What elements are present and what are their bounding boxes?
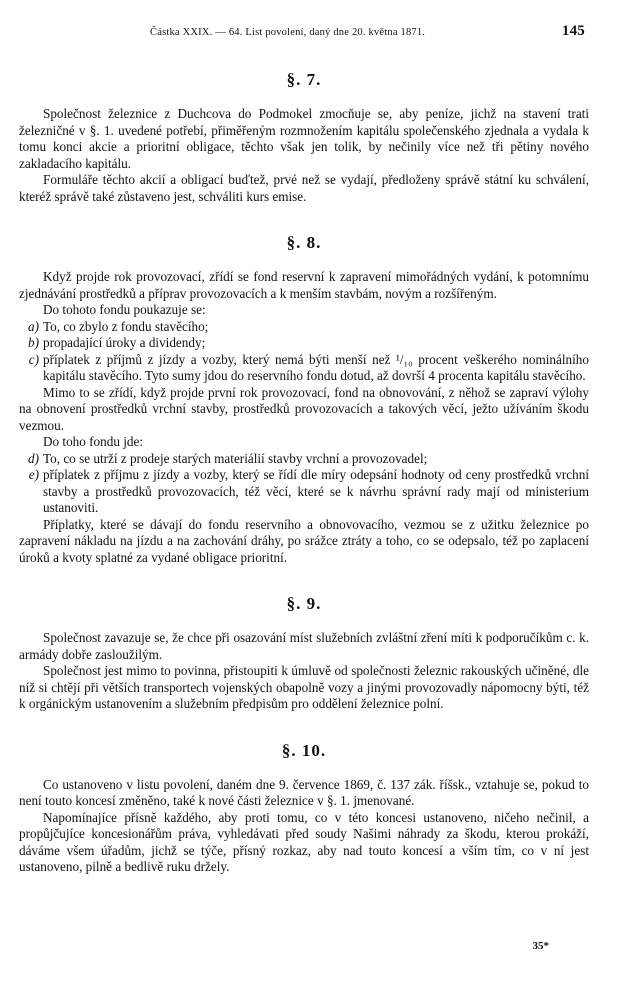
list-item [19,352,589,385]
paragraph: Společnost zavazuje se, že chce při osazování míst služebních zvláštní zření míti k podporučíkům c. k. armády dobře zasloužilým. [19,630,589,662]
signature-mark: 35* [532,940,549,952]
paragraph: Formuláře těchto akcií a obligací buďtež, prvé než se vydají, předloženy správě státní ku schválení, kteréž správě také zůstaveno jest, schváliti kurs emise. [19,172,589,204]
paragraph: Mimo to se zřídí, když projde první rok provozovací, fond na obnovování, z něhož se zapraví výlohy na obnovení prostředků vrchní stavby, prostředků provozovacích a takových věcí, ježto užíváním škodu vezmou. [19,384,589,433]
paragraph: Do toho fondu jde: [43,434,143,449]
list-marker: c) [28,351,39,367]
paragraph: Napomínajíce přísně každého, aby proti tomu, co v této koncesi ustanoveno, ničeho nečinil, a propůjčujíce koncesionářům práva, vyhledávati před soudy Našimi náhrady za škodu, kterou prokáží, dáváme všem úřadům, jichž se týče, přísný rozkaz, aby nad touto koncesí a vším tím, co v ní jest ustanoveno, pilně a bedlivě ruku držely. [19,809,589,874]
page-header [19,22,589,46]
list-item [19,335,589,352]
paragraph: Společnost jest mimo to povinna, přistoupiti k úmluvě od společnosti železnic rakouských učiněné, dle níž si chtějí při větších transportech vojenských obapolně vozy a jinými provozovadly nápomocny býti, též k orgánickým ustanovením a služebním předpisům pro oddělení železnice polní. [19,663,589,711]
list-item [19,467,589,517]
list-item [19,319,589,336]
list-item-text: příplatek z příjmu z jízdy a vozby, který se řídí dle míry odepsání hodnoty od ceny prostředků vrchní stavby a prostředků provozovacích, též věcí, které se k návrhu správní rady mají od ministerium ustanoviti. [43,467,589,515]
paragraph: Příplatky, které se dávají do fondu reservního a obnovovacího, vezmou se z užitku železnice po zapravení nákladu na jízdu a na zachování dráhy, po srážce ztráty a toho, co se odepsalo, též po zaplacení úroků a kvoty splatné za vydané obligace prioritní. [19,516,589,565]
list-marker: e) [28,467,39,482]
section-title-10: §. 10. [281,740,327,760]
list-marker: a) [28,318,39,334]
paragraph: Společnost železnice z Duchcova do Podmokel zmocňuje se, aby peníze, jichž na stavení trati železničné v §. 1. uvedené potřebí, přiměřeným rozmnožením kapitálu společenského zjednala a vydala k tomu konci akcie a prioritní obligace, těchto však jen tolik, by nečinily více než tři pětiny nového zakladacího kapitálu. [19,106,589,171]
section-title-8: §. 8. [286,233,322,252]
list-item-text: propadající úroky a dividendy; [43,335,206,350]
list-marker: b) [28,335,39,350]
paragraph: Do tohoto fondu poukazuje se: [43,302,206,317]
running-header: Částka XXIX. — 64. List povolení, daný dne 20. května 1871. [150,27,426,38]
section-title-9: §. 9. [286,594,322,613]
section-title-7: §. 7. [286,70,322,89]
list-item-text: To, co se utrží z prodeje starých materiálií stavby vrchní a provozovadel; [43,450,428,466]
list-marker: d) [28,450,39,466]
page-number: 145 [561,23,585,39]
paragraph: Když projde rok provozovací, zřídí se fond reservní k zapravení mimořádných vydání, k potomnímu zjednávání prostředků a příprav provozovacích a k menším stavbám, novým a rozšířeným. [19,269,589,301]
paragraph: Co ustanoveno v listu povolení, daném dne 9. července 1869, č. 137 zák. říšsk., vztahuje se, pokud to není touto koncesí změněno, také k nové části železnice v §. 1. jmenované. [19,776,589,808]
list-item-text: příplatek z příjmů z jízdy a vozby, který nemá býti menší než ¹/₁₀ procent veškerého nominálního kapitálu stavěcího. Tyto sumy jdou do reservního fondu dotud, až dovrší 4 procenta kapitálu stavěcího. [43,351,589,383]
list-item-text: To, co zbylo z fondu stavěcího; [43,318,209,334]
list-item [19,451,589,468]
